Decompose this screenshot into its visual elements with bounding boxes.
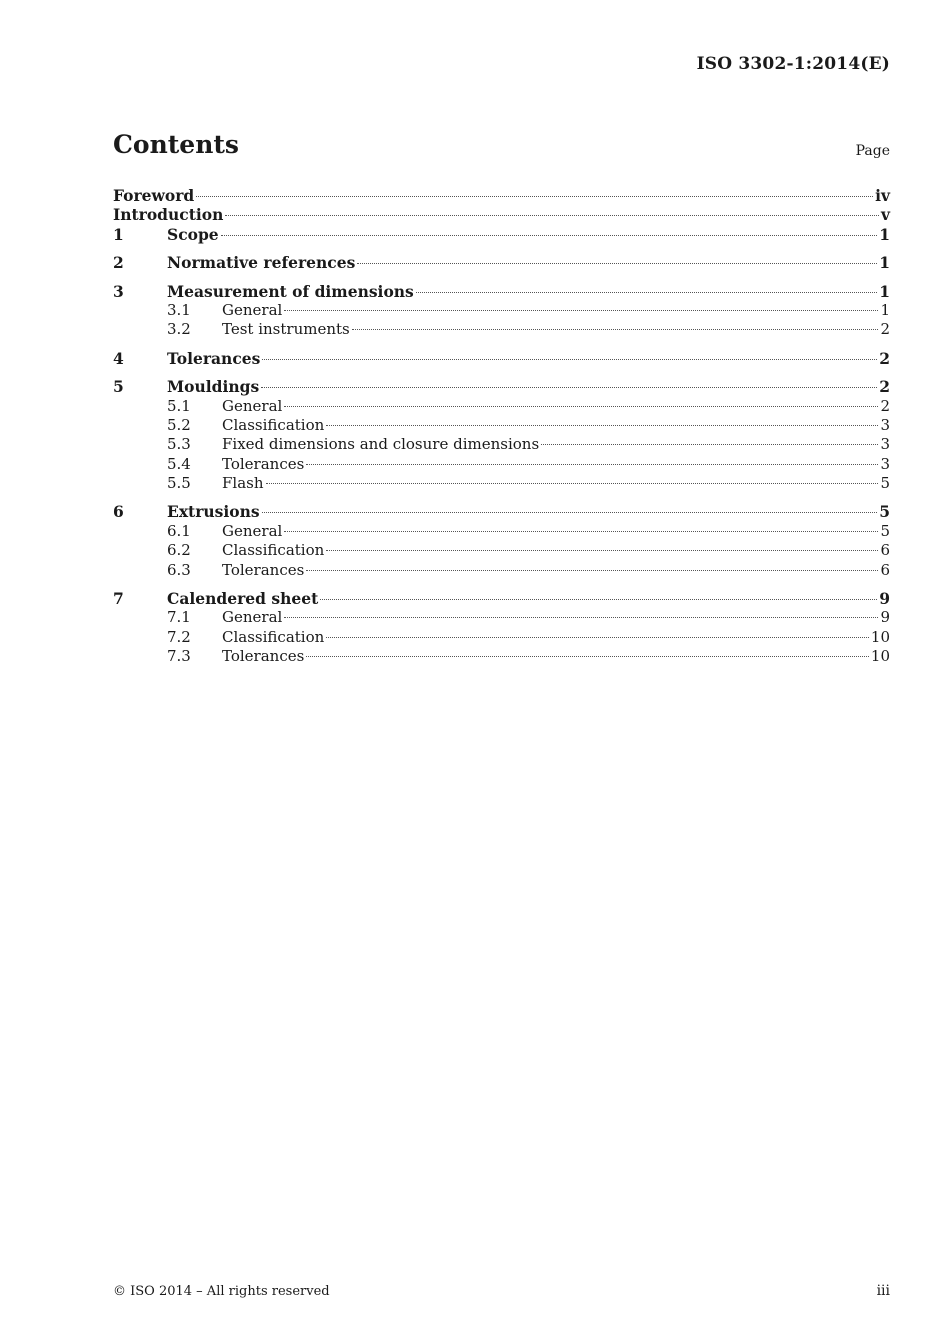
toc-entry-title: Measurement of dimensions bbox=[167, 281, 414, 301]
dot-leader bbox=[326, 425, 878, 426]
toc-entry-title: Foreword bbox=[113, 186, 195, 205]
dot-leader bbox=[326, 550, 878, 551]
toc-entry[interactable] bbox=[113, 225, 890, 244]
dot-leader bbox=[357, 263, 877, 264]
toc-entry-title: General bbox=[222, 300, 283, 319]
toc-entry-page: 10 bbox=[870, 647, 890, 666]
toc-entry-title: Test instruments bbox=[222, 320, 350, 339]
toc-entry-number: 1 bbox=[113, 224, 124, 244]
document-id: ISO 3302-1:2014(E) bbox=[696, 54, 890, 74]
toc-entry[interactable] bbox=[113, 397, 890, 416]
toc-entry-number: 6.2 bbox=[167, 541, 191, 560]
toc-entry-title: Tolerances bbox=[222, 454, 305, 473]
table-of-contents bbox=[113, 186, 890, 667]
dot-leader bbox=[225, 215, 879, 216]
contents-title: Contents bbox=[113, 130, 240, 159]
toc-entry-page: 2 bbox=[880, 320, 890, 339]
dot-leader bbox=[284, 406, 878, 407]
toc-entry[interactable] bbox=[113, 205, 890, 224]
toc-entry-number: 5 bbox=[113, 377, 124, 397]
toc-entry-page: 5 bbox=[880, 521, 890, 540]
toc-entry-number: 6 bbox=[113, 502, 124, 522]
toc-entry-title: General bbox=[222, 396, 283, 415]
toc-entry-number: 5.2 bbox=[167, 415, 191, 434]
toc-entry[interactable] bbox=[113, 647, 890, 666]
dot-leader bbox=[326, 637, 869, 638]
toc-entry[interactable] bbox=[113, 253, 890, 272]
toc-entry-page: 1 bbox=[879, 253, 890, 273]
toc-entry-page: 10 bbox=[870, 627, 890, 646]
toc-entry-title: Classification bbox=[222, 415, 325, 434]
dot-leader bbox=[196, 196, 873, 197]
toc-entry[interactable] bbox=[113, 349, 890, 368]
toc-entry[interactable] bbox=[113, 541, 890, 560]
toc-entry-title: General bbox=[222, 608, 283, 627]
toc-entry-title: Scope bbox=[167, 224, 219, 244]
toc-entry-title: Flash bbox=[222, 474, 264, 493]
toc-entry-number: 4 bbox=[113, 348, 124, 368]
toc-entry[interactable] bbox=[113, 628, 890, 647]
toc-entry[interactable] bbox=[113, 186, 890, 205]
toc-entry-page: 5 bbox=[879, 502, 890, 522]
toc-entry-title: Normative references bbox=[167, 253, 356, 273]
toc-entry-page: 9 bbox=[880, 608, 890, 627]
toc-entry-title: Classification bbox=[222, 627, 325, 646]
toc-entry-number: 5.1 bbox=[167, 396, 191, 415]
toc-entry-page: 1 bbox=[879, 224, 890, 244]
dot-leader bbox=[320, 599, 877, 600]
toc-entry-number: 7.2 bbox=[167, 627, 191, 646]
toc-entry-title: Tolerances bbox=[222, 560, 305, 579]
toc-entry-page: 2 bbox=[879, 377, 890, 397]
toc-entry-number: 6.3 bbox=[167, 560, 191, 579]
toc-entry-page: iv bbox=[875, 186, 890, 205]
toc-entry-number: 3.1 bbox=[167, 300, 191, 319]
toc-entry-title: Tolerances bbox=[167, 348, 261, 368]
toc-entry-number: 3 bbox=[113, 281, 124, 301]
dot-leader bbox=[541, 444, 878, 445]
toc-entry-page: 9 bbox=[879, 589, 890, 609]
dot-leader bbox=[284, 310, 878, 311]
toc-entry-page: v bbox=[880, 205, 890, 225]
dot-leader bbox=[221, 235, 878, 236]
dot-leader bbox=[306, 656, 869, 657]
toc-entry-page: 5 bbox=[880, 474, 890, 493]
toc-entry[interactable] bbox=[113, 502, 890, 521]
toc-entry-number: 7.3 bbox=[167, 647, 191, 666]
dot-leader bbox=[262, 512, 878, 513]
dot-leader bbox=[352, 329, 879, 330]
dot-leader bbox=[284, 617, 878, 618]
toc-entry-number: 5.3 bbox=[167, 435, 191, 454]
dot-leader bbox=[416, 292, 877, 293]
toc-entry-title: General bbox=[222, 521, 283, 540]
toc-entry-title: Tolerances bbox=[222, 647, 305, 666]
toc-entry-page: 3 bbox=[880, 435, 890, 454]
toc-entry[interactable] bbox=[113, 435, 890, 454]
toc-entry[interactable] bbox=[113, 320, 890, 339]
toc-entry[interactable] bbox=[113, 301, 890, 320]
toc-entry-page: 3 bbox=[880, 415, 890, 434]
toc-entry[interactable] bbox=[113, 522, 890, 541]
toc-entry-page: 1 bbox=[879, 281, 890, 301]
toc-entry[interactable] bbox=[113, 561, 890, 580]
toc-entry-number: 7.1 bbox=[167, 608, 191, 627]
toc-entry-title: Classification bbox=[222, 541, 325, 560]
toc-entry-page: 6 bbox=[880, 560, 890, 579]
toc-entry[interactable] bbox=[113, 282, 890, 301]
toc-entry-number: 5.5 bbox=[167, 474, 191, 493]
dot-leader bbox=[261, 387, 877, 388]
toc-entry[interactable] bbox=[113, 589, 890, 608]
toc-entry-title: Extrusions bbox=[167, 502, 260, 522]
footer-copyright: © ISO 2014 – All rights reserved bbox=[113, 1284, 330, 1299]
toc-entry-title: Fixed dimensions and closure dimensions bbox=[222, 435, 540, 454]
toc-entry[interactable] bbox=[113, 608, 890, 627]
dot-leader bbox=[306, 570, 878, 571]
toc-entry-number: 5.4 bbox=[167, 454, 191, 473]
dot-leader bbox=[284, 531, 878, 532]
footer-page-number: iii bbox=[876, 1283, 890, 1299]
toc-entry-page: 1 bbox=[880, 300, 890, 319]
toc-entry[interactable] bbox=[113, 416, 890, 435]
toc-entry[interactable] bbox=[113, 455, 890, 474]
toc-entry-page: 6 bbox=[880, 541, 890, 560]
toc-entry-number: 3.2 bbox=[167, 320, 191, 339]
dot-leader bbox=[266, 483, 879, 484]
toc-entry-page: 3 bbox=[880, 454, 890, 473]
toc-entry-title: Introduction bbox=[113, 205, 224, 225]
toc-entry-number: 6.1 bbox=[167, 521, 191, 540]
toc-entry-number: 7 bbox=[113, 589, 124, 609]
toc-entry[interactable] bbox=[113, 474, 890, 493]
toc-entry[interactable] bbox=[113, 377, 890, 396]
dot-leader bbox=[262, 359, 877, 360]
toc-entry-title: Calendered sheet bbox=[167, 589, 319, 609]
page-column-label: Page bbox=[855, 143, 890, 159]
toc-entry-title: Mouldings bbox=[167, 377, 260, 397]
dot-leader bbox=[306, 464, 878, 465]
toc-entry-number: 2 bbox=[113, 253, 124, 273]
toc-entry-page: 2 bbox=[880, 396, 890, 415]
toc-entry-page: 2 bbox=[879, 348, 890, 368]
